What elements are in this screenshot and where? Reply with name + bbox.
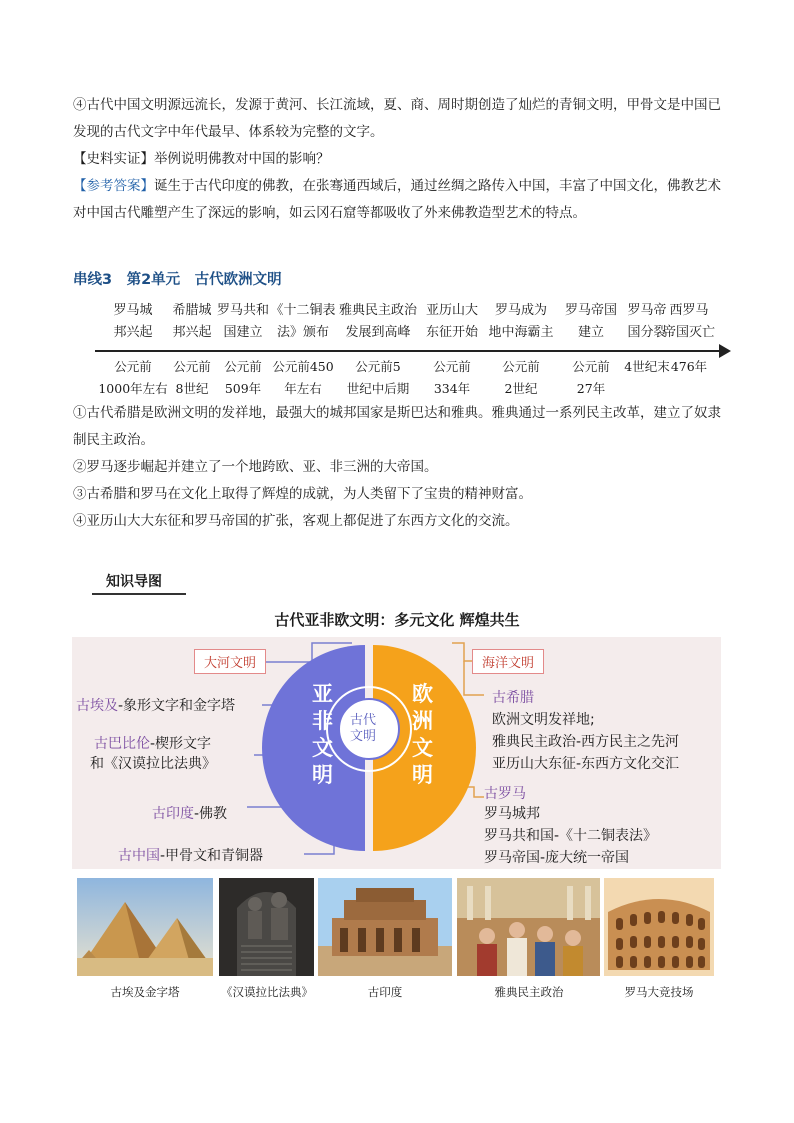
timeline-event: 罗马帝 国分裂 (627, 303, 667, 340)
left-item-babylon: 古巴比伦-楔形文字 (94, 736, 212, 752)
point-item: ④亚历山大大东征和罗马帝国的扩张，客观上都促进了东西方文化的交流。 (73, 513, 519, 529)
left-circle-label: 亚 非 文 明 (312, 682, 333, 787)
left-item-egypt: 古埃及-象形文字和金字塔 (76, 698, 236, 714)
timeline-date: 4世纪末 (624, 359, 670, 374)
tab-underline (92, 593, 186, 595)
greece-line-2: 雅典民主政治-西方民主之先河 (492, 734, 680, 750)
knowledge-map-title: 古代亚非欧文明：多元文化 辉煌共生 (274, 611, 520, 629)
caption-colosseum: 罗马大竞技场 (624, 985, 694, 999)
rome-title: 古罗马 (484, 786, 526, 802)
timeline-axis (95, 350, 723, 352)
timeline-event: 亚历山大 东征开始 (425, 303, 478, 340)
evidence-line (73, 146, 723, 173)
timeline-date: 公元前 27年 (572, 359, 610, 396)
section-title: 串线3 第2单元 古代欧洲文明 (73, 272, 282, 288)
caption-pyramids: 古埃及金字塔 (110, 985, 180, 999)
timeline-event: 《十二铜表 法》颁布 (270, 303, 336, 340)
caption-india: 古印度 (367, 985, 403, 999)
timeline-date: 公元前 334年 (433, 359, 471, 396)
timeline-date: 公元前5 世纪中后期 (346, 359, 410, 396)
evidence-question: 举例说明佛教对中国的影响？ (154, 151, 330, 167)
point-item: ①古代希腊是欧洲文明的发祥地，最强大的城邦国家是斯巴达和雅典。雅典通过一系列民主改革，建立了奴隶制民主政治。 (73, 405, 721, 448)
knowledge-map (72, 637, 721, 869)
greece-line-1: 欧洲文明发祥地; (492, 712, 595, 728)
timeline (95, 300, 735, 400)
ocean-civ-tag: 海洋文明 (472, 649, 544, 674)
hammurabi-code-image (219, 878, 314, 976)
greece-title: 古希腊 (492, 690, 534, 706)
timeline-date: 公元前 8世纪 (173, 359, 211, 396)
timeline-event: 西罗马 帝国灭亡 (662, 303, 715, 340)
timeline-event: 罗马城 邦兴起 (113, 303, 153, 340)
point-item: ③古希腊和罗马在文化上取得了辉煌的成就，为人类留下了宝贵的精神财富。 (73, 486, 532, 502)
colosseum-image (604, 878, 714, 976)
photo-strip (77, 878, 714, 998)
point-item: ②罗马逐步崛起并建立了一个地跨欧、亚、非三洲的大帝国。 (73, 459, 438, 475)
left-item-china: 古中国-甲骨文和青铜器 (118, 848, 264, 864)
timeline-event: 雅典民主政治 发展到高峰 (338, 303, 417, 340)
timeline-date: 公元前 1000年左右 (98, 359, 168, 396)
rome-line-1: 罗马城邦 (484, 806, 540, 822)
ancient-india-image (318, 878, 452, 976)
answer-text: 诞生于古代印度的佛教，在张骞通西域后，通过丝绸之路传入中国，丰富了中国文化，佛教艺术对中国古代雕塑产生了深远的影响，如云冈石窟等都吸收了外来佛教造型艺术的特点。 (73, 178, 721, 221)
timeline-event: 罗马帝国 建立 (564, 303, 617, 340)
timeline-date: 公元前 2世纪 (502, 359, 540, 396)
timeline-event: 罗马共和 国建立 (216, 303, 269, 340)
evidence-label: 【史料实证】 (73, 151, 154, 167)
center-label: 古代 文明 (350, 713, 377, 744)
rome-line-3: 罗马帝国-庞大统一帝国 (484, 850, 630, 866)
river-civ-tag: 大河文明 (194, 649, 266, 674)
answer-label: 【参考答案】 (73, 178, 154, 194)
right-circle-label: 欧 洲 文 明 (412, 682, 433, 787)
timeline-event: 罗马成为 地中海霸主 (488, 303, 554, 340)
knowledge-map-tab (92, 571, 186, 593)
timeline-date: 公元前 509年 (224, 359, 262, 396)
greece-line-3: 亚历山大东征-东西方文化交汇 (492, 756, 680, 772)
athens-democracy-image (457, 878, 600, 976)
rome-line-2: 罗马共和国-《十二铜表法》 (484, 828, 658, 844)
left-item-babylon-2: 和《汉谟拉比法典》 (90, 756, 216, 772)
timeline-date: 公元前450 年左右 (272, 359, 334, 396)
timeline-date: 476年 (670, 359, 708, 374)
answer-paragraph (73, 173, 723, 227)
left-item-india: 古印度-佛教 (152, 806, 228, 822)
timeline-event: 希腊城 邦兴起 (172, 303, 212, 340)
caption-athens: 雅典民主政治 (494, 985, 564, 999)
pyramids-image (77, 878, 213, 976)
intro-paragraph: ④古代中国文明源远流长，发源于黄河、长江流域，夏、商、周时期创造了灿烂的青铜文明，甲骨文是中国已发现的古代文字中年代最早、体系较为完整的文字。 (73, 97, 721, 140)
caption-hammurabi: 《汉谟拉比法典》 (221, 985, 313, 999)
knowledge-map-tab-label: 知识导图 (106, 574, 162, 590)
